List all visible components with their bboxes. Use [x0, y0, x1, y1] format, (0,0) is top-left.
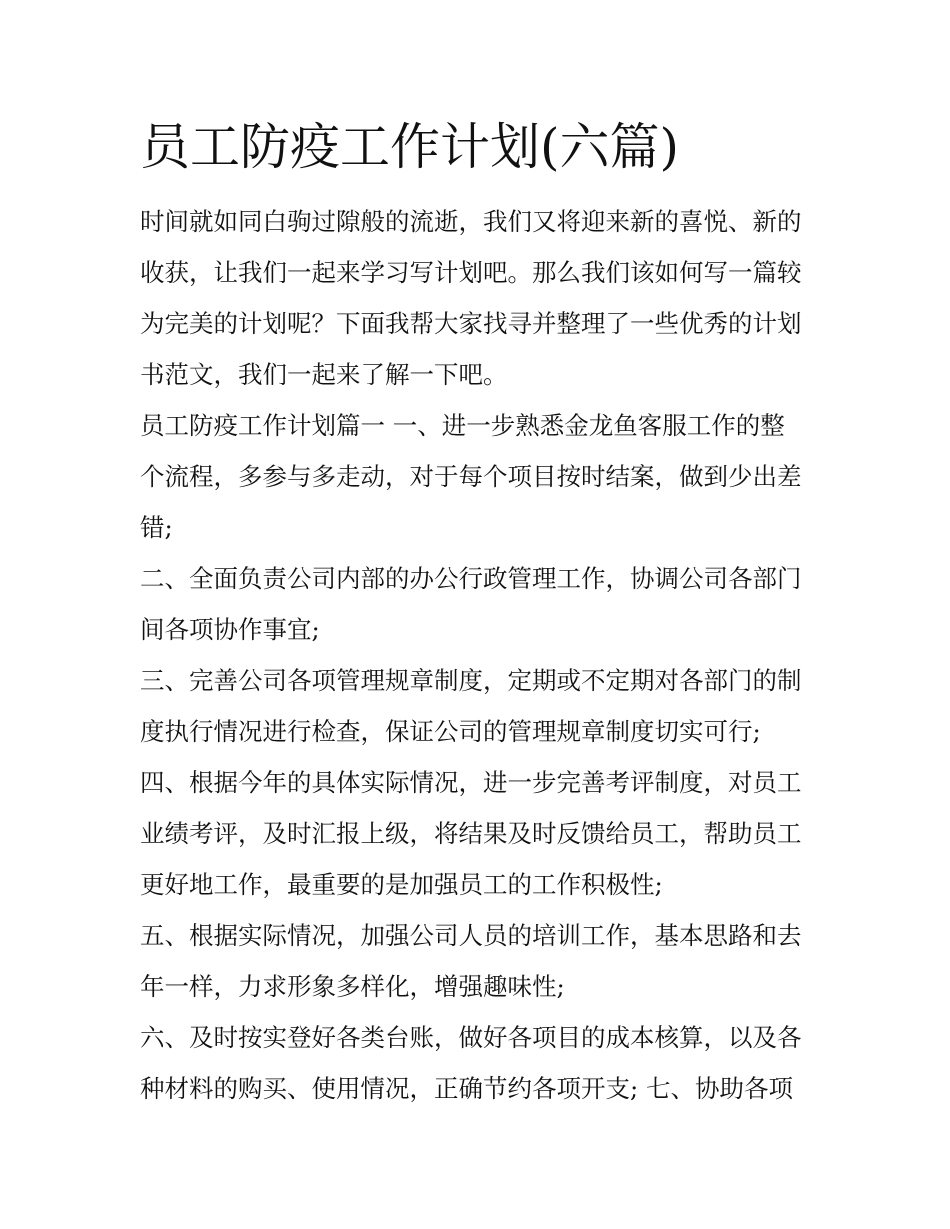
- body-line: 种材料的购买、使用情况，正确节约各项开支; 七、协助各项: [140, 1074, 794, 1103]
- body-line: 错;: [140, 513, 173, 542]
- body-line: 个流程，多参与多走动，对于每个项目按时结案，做到少出差: [140, 462, 802, 491]
- body-line: 业绩考评，及时汇报上级，将结果及时反馈给员工，帮助员工: [140, 819, 802, 848]
- body-line: 员工防疫工作计划篇一 一、进一步熟悉金龙鱼客服工作的整: [140, 411, 785, 440]
- document-body: [140, 196, 812, 1114]
- body-line: 书范文，我们一起来了解一下吧。: [140, 360, 508, 389]
- body-line: 收获，让我们一起来学习写计划吧。那么我们该如何写一篇较: [140, 258, 802, 287]
- body-line: 为完美的计划呢？下面我帮大家找寻并整理了一些优秀的计划: [140, 309, 802, 338]
- document-title: 员工防疫工作计划(六篇): [140, 118, 680, 176]
- body-line: 时间就如同白驹过隙般的流逝，我们又将迎来新的喜悦、新的: [140, 207, 802, 236]
- body-line: 年一样，力求形象多样化，增强趣味性;: [140, 972, 565, 1001]
- body-line: 三、完善公司各项管理规章制度，定期或不定期对各部门的制: [140, 666, 802, 695]
- body-line: 四、根据今年的具体实际情况，进一步完善考评制度，对员工: [140, 768, 802, 797]
- body-line: 度执行情况进行检查，保证公司的管理规章制度切实可行;: [140, 717, 761, 746]
- body-line: 五、根据实际情况，加强公司人员的培训工作，基本思路和去: [140, 921, 802, 950]
- body-line: 二、全面负责公司内部的办公行政管理工作，协调公司各部门: [140, 564, 802, 593]
- body-line: 更好地工作，最重要的是加强员工的工作积极性;: [140, 870, 663, 899]
- body-line: 间各项协作事宜;: [140, 615, 320, 644]
- body-line: 六、及时按实登好各类台账，做好各项目的成本核算，以及各: [140, 1023, 802, 1052]
